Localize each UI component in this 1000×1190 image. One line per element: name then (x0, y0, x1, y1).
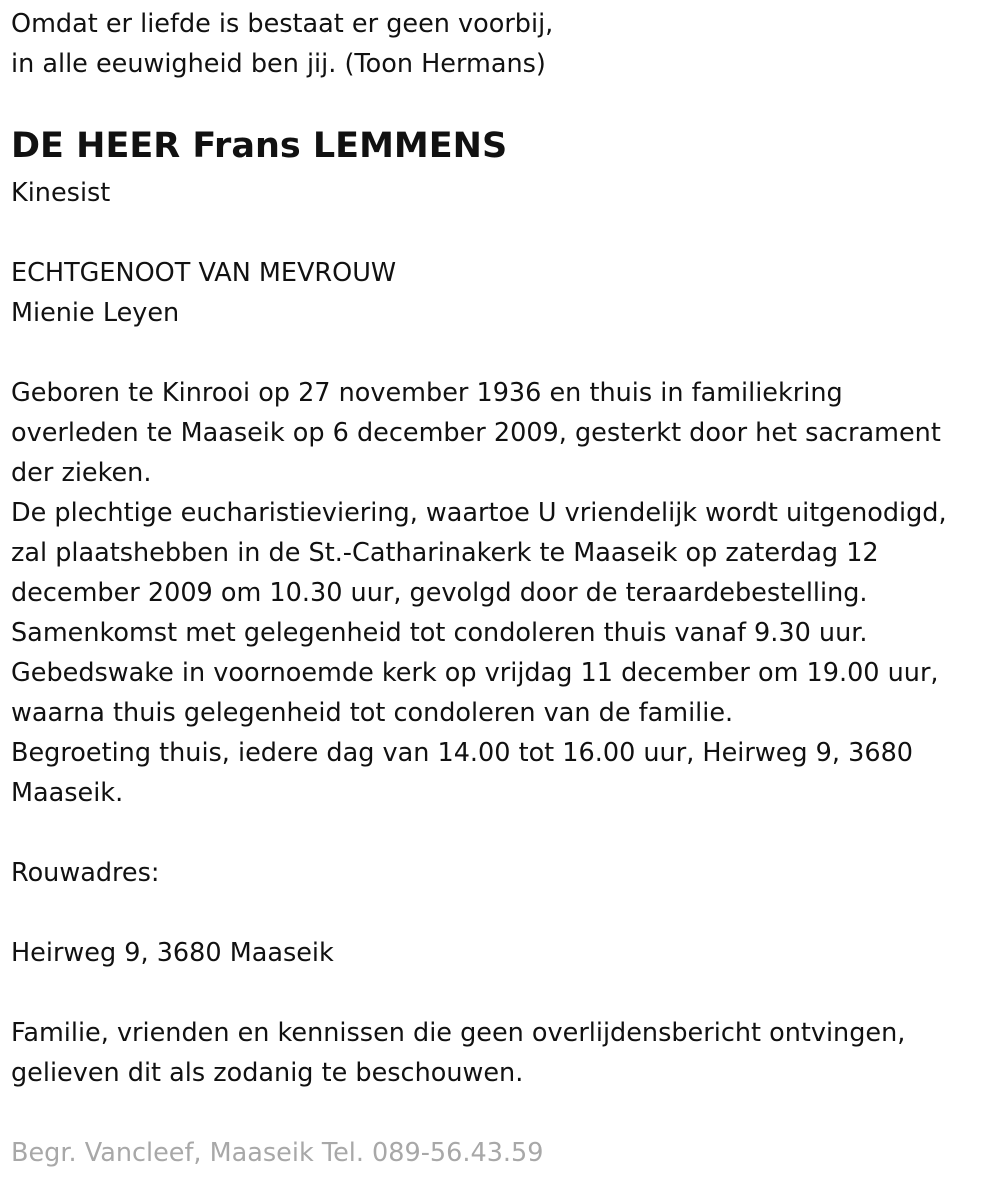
body-line: Geboren te Kinrooi op 27 november 1936 en thuis in familiekring (11, 378, 843, 408)
body-line: Gebedswake in voornoemde kerk op vrijdag 11 december om 19.00 uur, (11, 658, 939, 688)
deceased-name: DE HEER Frans LEMMENS (11, 126, 508, 166)
mourning-address-block (11, 933, 334, 973)
quote-line-1: Omdat er liefde is bestaat er geen voorbij, (11, 9, 554, 39)
body-line: december 2009 om 10.30 uur, gevolgd door de teraardebestelling. (11, 578, 868, 608)
body-line: der zieken. (11, 458, 152, 488)
body-line: waarna thuis gelegenheid tot condoleren van de familie. (11, 698, 734, 728)
body-line: overleden te Maaseik op 6 december 2009, gesterkt door het sacrament (11, 418, 941, 448)
deceased-occupation: Kinesist (11, 178, 111, 208)
family-note-line-2: gelieven dit als zodanig te beschouwen. (11, 1058, 524, 1088)
announcement-body (11, 373, 947, 813)
body-line: Samenkomst met gelegenheid tot condoleren thuis vanaf 9.30 uur. (11, 618, 868, 648)
quote-line-2: in alle eeuwigheid ben jij. (Toon Hermans) (11, 49, 546, 79)
mourning-address-label: Rouwadres: (11, 858, 160, 888)
spouse-block (11, 253, 396, 333)
spouse-label: ECHTGENOOT VAN MEVROUW (11, 258, 397, 288)
body-line: Begroeting thuis, iedere dag van 14.00 tot 16.00 uur, Heirweg 9, 3680 (11, 738, 914, 768)
body-line: Maaseik. (11, 778, 124, 808)
occupation-block (11, 173, 110, 213)
undertaker-block (11, 1133, 544, 1173)
mourning-address-label-block (11, 853, 160, 893)
body-line: De plechtige eucharistieviering, waartoe U vriendelijk wordt uitgenodigd, (11, 498, 947, 528)
family-note-line-1: Familie, vrienden en kennissen die geen overlijdensbericht ontvingen, (11, 1018, 906, 1048)
body-line: zal plaatshebben in de St.-Catharinakerk te Maaseik op zaterdag 12 (11, 538, 879, 568)
memorial-quote (11, 4, 553, 84)
family-note (11, 1013, 905, 1093)
spouse-name: Mienie Leyen (11, 298, 180, 328)
undertaker-info: Begr. Vancleef, Maaseik Tel. 089-56.43.59 (11, 1138, 544, 1168)
mourning-address: Heirweg 9, 3680 Maaseik (11, 938, 334, 968)
